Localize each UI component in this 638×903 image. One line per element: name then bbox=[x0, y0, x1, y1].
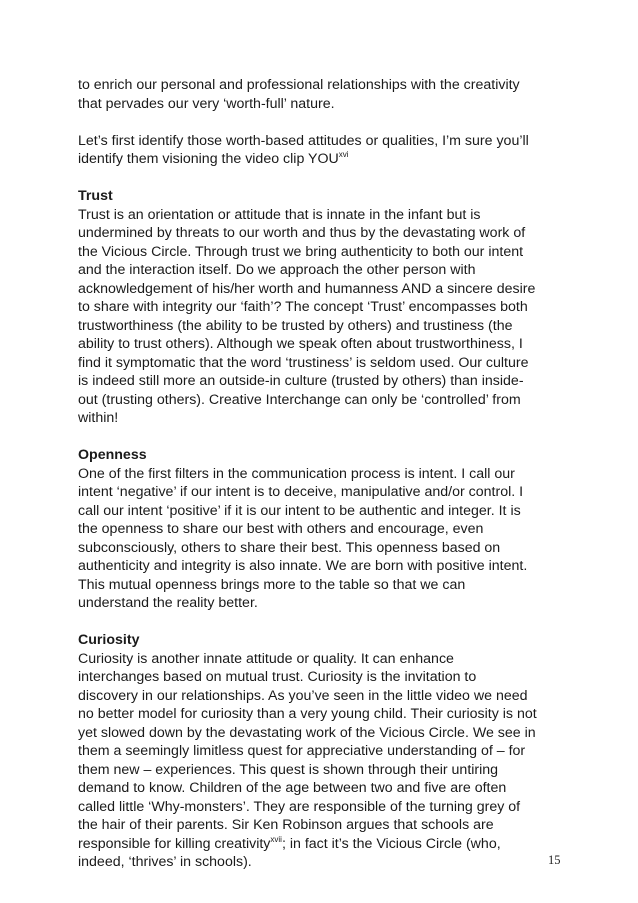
intro-paragraph bbox=[78, 76, 564, 113]
text-line: called little ‘Why-monsters’. They are responsible of the turning grey of bbox=[78, 798, 521, 815]
text-line: One of the first filters in the communication process is intent. I call our bbox=[78, 465, 515, 482]
footnote-ref[interactable]: xvii bbox=[270, 834, 282, 844]
section-heading-curiosity: Curiosity bbox=[78, 632, 140, 648]
section-heading-openness: Openness bbox=[78, 447, 147, 463]
text-line: interchanges based on mutual trust. Curiosity is the invitation to bbox=[78, 669, 477, 685]
text-line: and the interaction itself. Do we approach the other person with bbox=[78, 262, 476, 278]
text-line bbox=[78, 150, 564, 169]
text-line: subconsciously, others to share their best. This openness based on bbox=[78, 539, 501, 556]
text-line: authenticity and integrity is also innate. We are born with positive intent. bbox=[78, 558, 528, 574]
text-line: Trust is an orientation or attitude that is innate in the infant but is bbox=[78, 206, 481, 223]
text-run: ; in fact it’s the Vicious Circle (who, bbox=[281, 835, 501, 852]
text-line: out (trusting others). Creative Interchange can only be ‘controlled’ from bbox=[78, 391, 521, 408]
text-line: yet slowed down by the devastating work of the Vicious Circle. We see in bbox=[78, 724, 536, 741]
text-line: understand the reality better. bbox=[78, 595, 258, 611]
text-line: Curiosity is another innate attitude or quality. It can enhance bbox=[78, 650, 454, 667]
text-run: responsible for killing creativity bbox=[78, 835, 271, 852]
text-line: acknowledgement of his/her worth and humanness AND a sincere desire bbox=[78, 280, 536, 297]
text-line: Let’s first identify those worth-based attitudes or qualities, I’m sure you’ll bbox=[78, 132, 529, 149]
text-line: call our intent ‘positive’ if it is our intent to be authentic and integer. It is bbox=[78, 502, 521, 519]
document-body bbox=[78, 76, 564, 872]
text-line: that pervades our very ‘worth-full’ nature. bbox=[78, 95, 335, 112]
text-line: the openness to share our best with others and encourage, even bbox=[78, 521, 484, 537]
text-line: within! bbox=[78, 410, 119, 426]
page-number: 15 bbox=[548, 853, 561, 867]
trust-section bbox=[78, 187, 564, 428]
text-line: find it symptomatic that the word ‘trustiness’ is seldom used. Our culture bbox=[78, 354, 529, 371]
text-line: is indeed still more an outside-in culture (trusted by others) than inside- bbox=[78, 373, 524, 389]
text-line: them new – experiences. This quest is shown through their untiring bbox=[78, 761, 499, 778]
curiosity-section bbox=[78, 631, 564, 872]
text-line: This mutual openness brings more to the table so that we can bbox=[78, 576, 466, 593]
text-line: demand to know. Children of the age between two and five are often bbox=[78, 780, 507, 796]
text-line: the Vicious Circle. Through trust we bring authenticity to both our intent bbox=[78, 243, 524, 260]
text-line: intent ‘negative’ if our intent is to deceive, manipulative and/or control. I bbox=[78, 484, 524, 500]
text-line: indeed, ‘thrives’ in schools). bbox=[78, 854, 252, 870]
text-line: to enrich our personal and professional relationships with the creativity bbox=[78, 77, 520, 93]
text-line: the hair of their parents. Sir Ken Robinson argues that schools are bbox=[78, 817, 494, 833]
footnote-ref[interactable]: xvi bbox=[338, 150, 349, 159]
text-line: trustworthiness (the ability to be trusted by others) and trustiness (the bbox=[78, 317, 513, 334]
text-run: identify them visioning the video clip YOU bbox=[78, 151, 339, 167]
text-line: discovery in our relationships. As you’ve seen in the little video we need bbox=[78, 687, 528, 704]
openness-section bbox=[78, 446, 564, 613]
text-line: no better model for curiosity than a very young child. Their curiosity is not bbox=[78, 706, 537, 722]
section-heading-trust: Trust bbox=[78, 188, 113, 204]
text-line: undermined by threats to our worth and thus by the devastating work of bbox=[78, 225, 526, 241]
text-line bbox=[78, 835, 564, 854]
text-line: to share with integrity our ‘faith’? The concept ‘Trust’ encompasses both bbox=[78, 299, 528, 315]
text-line: ability to trust others). Although we speak often about trustworthiness, I bbox=[78, 336, 523, 352]
text-line: them a seemingly limitless quest for appreciative understanding of – for bbox=[78, 743, 526, 759]
identify-paragraph bbox=[78, 132, 564, 169]
